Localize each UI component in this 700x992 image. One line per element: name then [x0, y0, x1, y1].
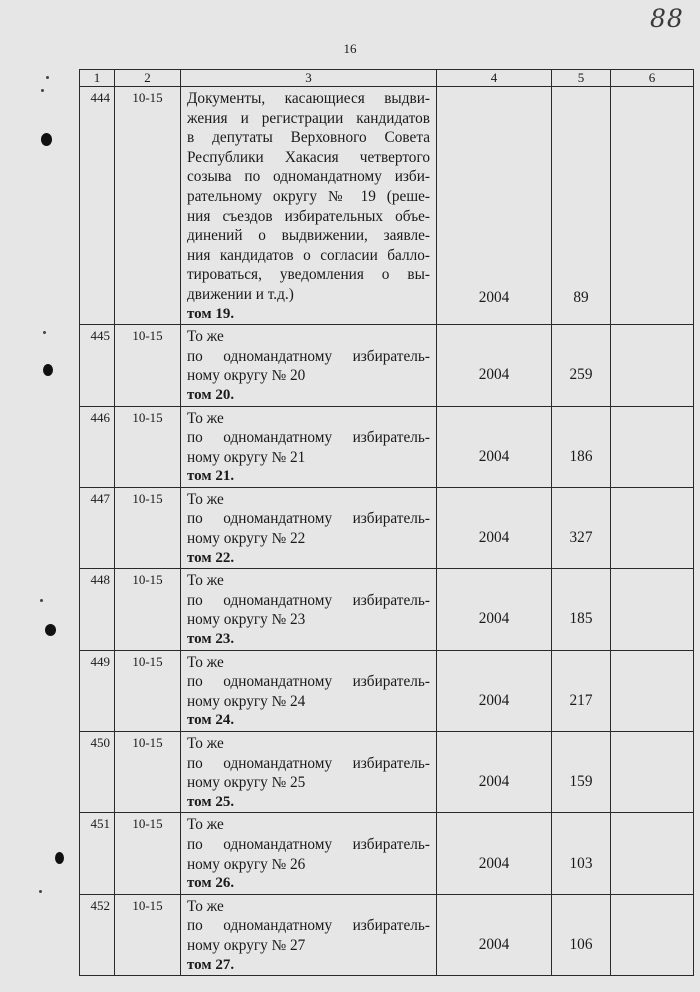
volume-label: том 27. — [187, 956, 235, 973]
item-year — [437, 650, 552, 731]
year-value: 2004 — [478, 529, 510, 547]
title-line: по одномандатному избиратель- — [187, 429, 430, 447]
title-line: ному округу № 26 — [187, 855, 306, 873]
year-value: 2004 — [478, 288, 510, 306]
item-title — [181, 406, 437, 487]
item-title — [181, 87, 437, 325]
title-line: ному округу № 27 — [187, 936, 306, 954]
title-line: созыва по одномандатному изби- — [187, 168, 430, 186]
title-line: жения и регистрации кандидатов — [187, 109, 430, 127]
item-sheets — [552, 487, 611, 568]
title-line: по одномандатному избиратель- — [187, 347, 430, 365]
title-line: ному округу № 24 — [187, 692, 306, 710]
item-number: 444 — [80, 87, 115, 325]
item-year — [437, 487, 552, 568]
item-code: 10-15 — [115, 406, 181, 487]
volume-label: том 23. — [187, 631, 235, 648]
sheets-value: 217 — [569, 691, 593, 709]
sheets-value: 106 — [569, 935, 593, 953]
item-note — [611, 487, 694, 568]
volume-label: том 19. — [187, 305, 235, 322]
column-header: 3 — [181, 70, 437, 87]
item-sheets — [552, 406, 611, 487]
title-line: Республики Хакасия четвертого — [187, 148, 430, 166]
margin-speck — [46, 76, 49, 79]
title-line: То же — [187, 735, 224, 752]
item-sheets — [552, 325, 611, 406]
item-sheets — [552, 894, 611, 975]
volume-label: том 25. — [187, 793, 235, 810]
title-line: тироваться, уведомления о вы- — [187, 266, 430, 284]
item-year — [437, 569, 552, 650]
item-code: 10-15 — [115, 813, 181, 894]
title-line: ному округу № 23 — [187, 611, 306, 629]
title-line: То же — [187, 490, 224, 508]
item-number: 447 — [80, 487, 115, 568]
table-row — [80, 894, 694, 975]
table-row — [80, 650, 694, 731]
title-line: ному округу № 20 — [187, 367, 306, 385]
item-sheets — [552, 732, 611, 813]
title-line: по одномандатному избиратель- — [187, 591, 430, 609]
title-line: То же — [187, 897, 224, 915]
item-sheets — [552, 569, 611, 650]
item-note — [611, 894, 694, 975]
header-row — [80, 70, 694, 87]
column-header: 1 — [80, 70, 115, 87]
item-note — [611, 813, 694, 894]
table-row — [80, 487, 694, 568]
item-code: 10-15 — [115, 894, 181, 975]
margin-speck — [39, 890, 42, 893]
item-sheets — [552, 650, 611, 731]
title-line: по одномандатному избиратель- — [187, 754, 430, 772]
year-value: 2004 — [478, 691, 510, 709]
binder-hole — [41, 133, 52, 146]
title-line: ному округу № 25 — [187, 774, 306, 792]
volume-label: том 20. — [187, 386, 235, 403]
column-header: 2 — [115, 70, 181, 87]
item-code: 10-15 — [115, 487, 181, 568]
sheets-value: 259 — [569, 366, 593, 384]
binder-hole — [45, 624, 56, 636]
column-header: 4 — [437, 70, 552, 87]
margin-speck — [41, 89, 44, 92]
title-line: в депутаты Верховного Совета — [187, 129, 430, 147]
title-line: рательному округу № 19 (реше- — [187, 187, 430, 205]
title-line: ному округу № 21 — [187, 448, 306, 466]
item-code: 10-15 — [115, 325, 181, 406]
year-value: 2004 — [478, 447, 510, 465]
item-title — [181, 894, 437, 975]
title-line: ния съездов избирательных объе- — [187, 207, 430, 225]
title-line: ния кандидатов о согласии балло- — [187, 246, 430, 264]
year-value: 2004 — [478, 854, 510, 872]
column-header: 5 — [552, 70, 611, 87]
item-title — [181, 732, 437, 813]
table-row — [80, 406, 694, 487]
title-line: То же — [187, 653, 224, 671]
binder-hole — [43, 364, 53, 376]
volume-label: том 24. — [187, 712, 235, 729]
title-line: по одномандатному избиратель- — [187, 835, 430, 853]
item-code: 10-15 — [115, 650, 181, 731]
sheets-value: 103 — [569, 854, 593, 872]
sheets-value: 185 — [569, 610, 593, 628]
sheets-value: 186 — [569, 447, 593, 465]
year-value: 2004 — [478, 773, 510, 791]
title-line: То же — [187, 572, 224, 590]
register-table — [79, 69, 694, 976]
item-number: 450 — [80, 732, 115, 813]
item-year — [437, 325, 552, 406]
year-value: 2004 — [478, 935, 510, 953]
item-number: 452 — [80, 894, 115, 975]
year-value: 2004 — [478, 366, 510, 384]
item-year — [437, 87, 552, 325]
title-line: То же — [187, 409, 224, 427]
sheets-value: 159 — [569, 773, 593, 791]
title-line: Документы, касающиеся выдви- — [187, 90, 430, 107]
item-note — [611, 87, 694, 325]
item-year — [437, 732, 552, 813]
item-sheets — [552, 813, 611, 894]
page-number: 16 — [343, 41, 357, 56]
item-number: 451 — [80, 813, 115, 894]
item-number: 449 — [80, 650, 115, 731]
title-line: движении и т.д.) — [187, 285, 294, 303]
binder-hole — [55, 852, 64, 864]
item-sheets — [552, 87, 611, 325]
folio-mark: 88 — [650, 4, 684, 33]
volume-label: том 21. — [187, 468, 235, 485]
table-row — [80, 732, 694, 813]
item-number: 446 — [80, 406, 115, 487]
item-note — [611, 732, 694, 813]
item-year — [437, 894, 552, 975]
item-code: 10-15 — [115, 732, 181, 813]
item-title — [181, 813, 437, 894]
table-row — [80, 569, 694, 650]
item-title — [181, 569, 437, 650]
item-note — [611, 406, 694, 487]
table-row — [80, 325, 694, 406]
sheets-value: 327 — [569, 529, 593, 547]
item-code: 10-15 — [115, 569, 181, 650]
sheets-value: 89 — [573, 288, 589, 306]
margin-speck — [43, 331, 46, 334]
item-title — [181, 650, 437, 731]
margin-speck — [40, 599, 43, 602]
item-note — [611, 325, 694, 406]
title-line: динений о выдвижении, заявле- — [187, 227, 430, 245]
item-year — [437, 406, 552, 487]
volume-label: том 22. — [187, 549, 235, 566]
table-row — [80, 813, 694, 894]
item-title — [181, 487, 437, 568]
item-year — [437, 813, 552, 894]
item-code: 10-15 — [115, 87, 181, 325]
title-line: по одномандатному избиратель- — [187, 917, 430, 935]
item-note — [611, 650, 694, 731]
item-note — [611, 569, 694, 650]
item-number: 448 — [80, 569, 115, 650]
item-title — [181, 325, 437, 406]
title-line: То же — [187, 816, 224, 834]
title-line: ному округу № 22 — [187, 530, 306, 548]
item-number: 445 — [80, 325, 115, 406]
title-line: по одномандатному избиратель- — [187, 673, 430, 691]
volume-label: том 26. — [187, 875, 235, 892]
title-line: То же — [187, 328, 224, 346]
title-line: по одномандатному избиратель- — [187, 510, 430, 528]
table-row — [80, 87, 694, 325]
column-header: 6 — [611, 70, 694, 87]
year-value: 2004 — [478, 610, 510, 628]
